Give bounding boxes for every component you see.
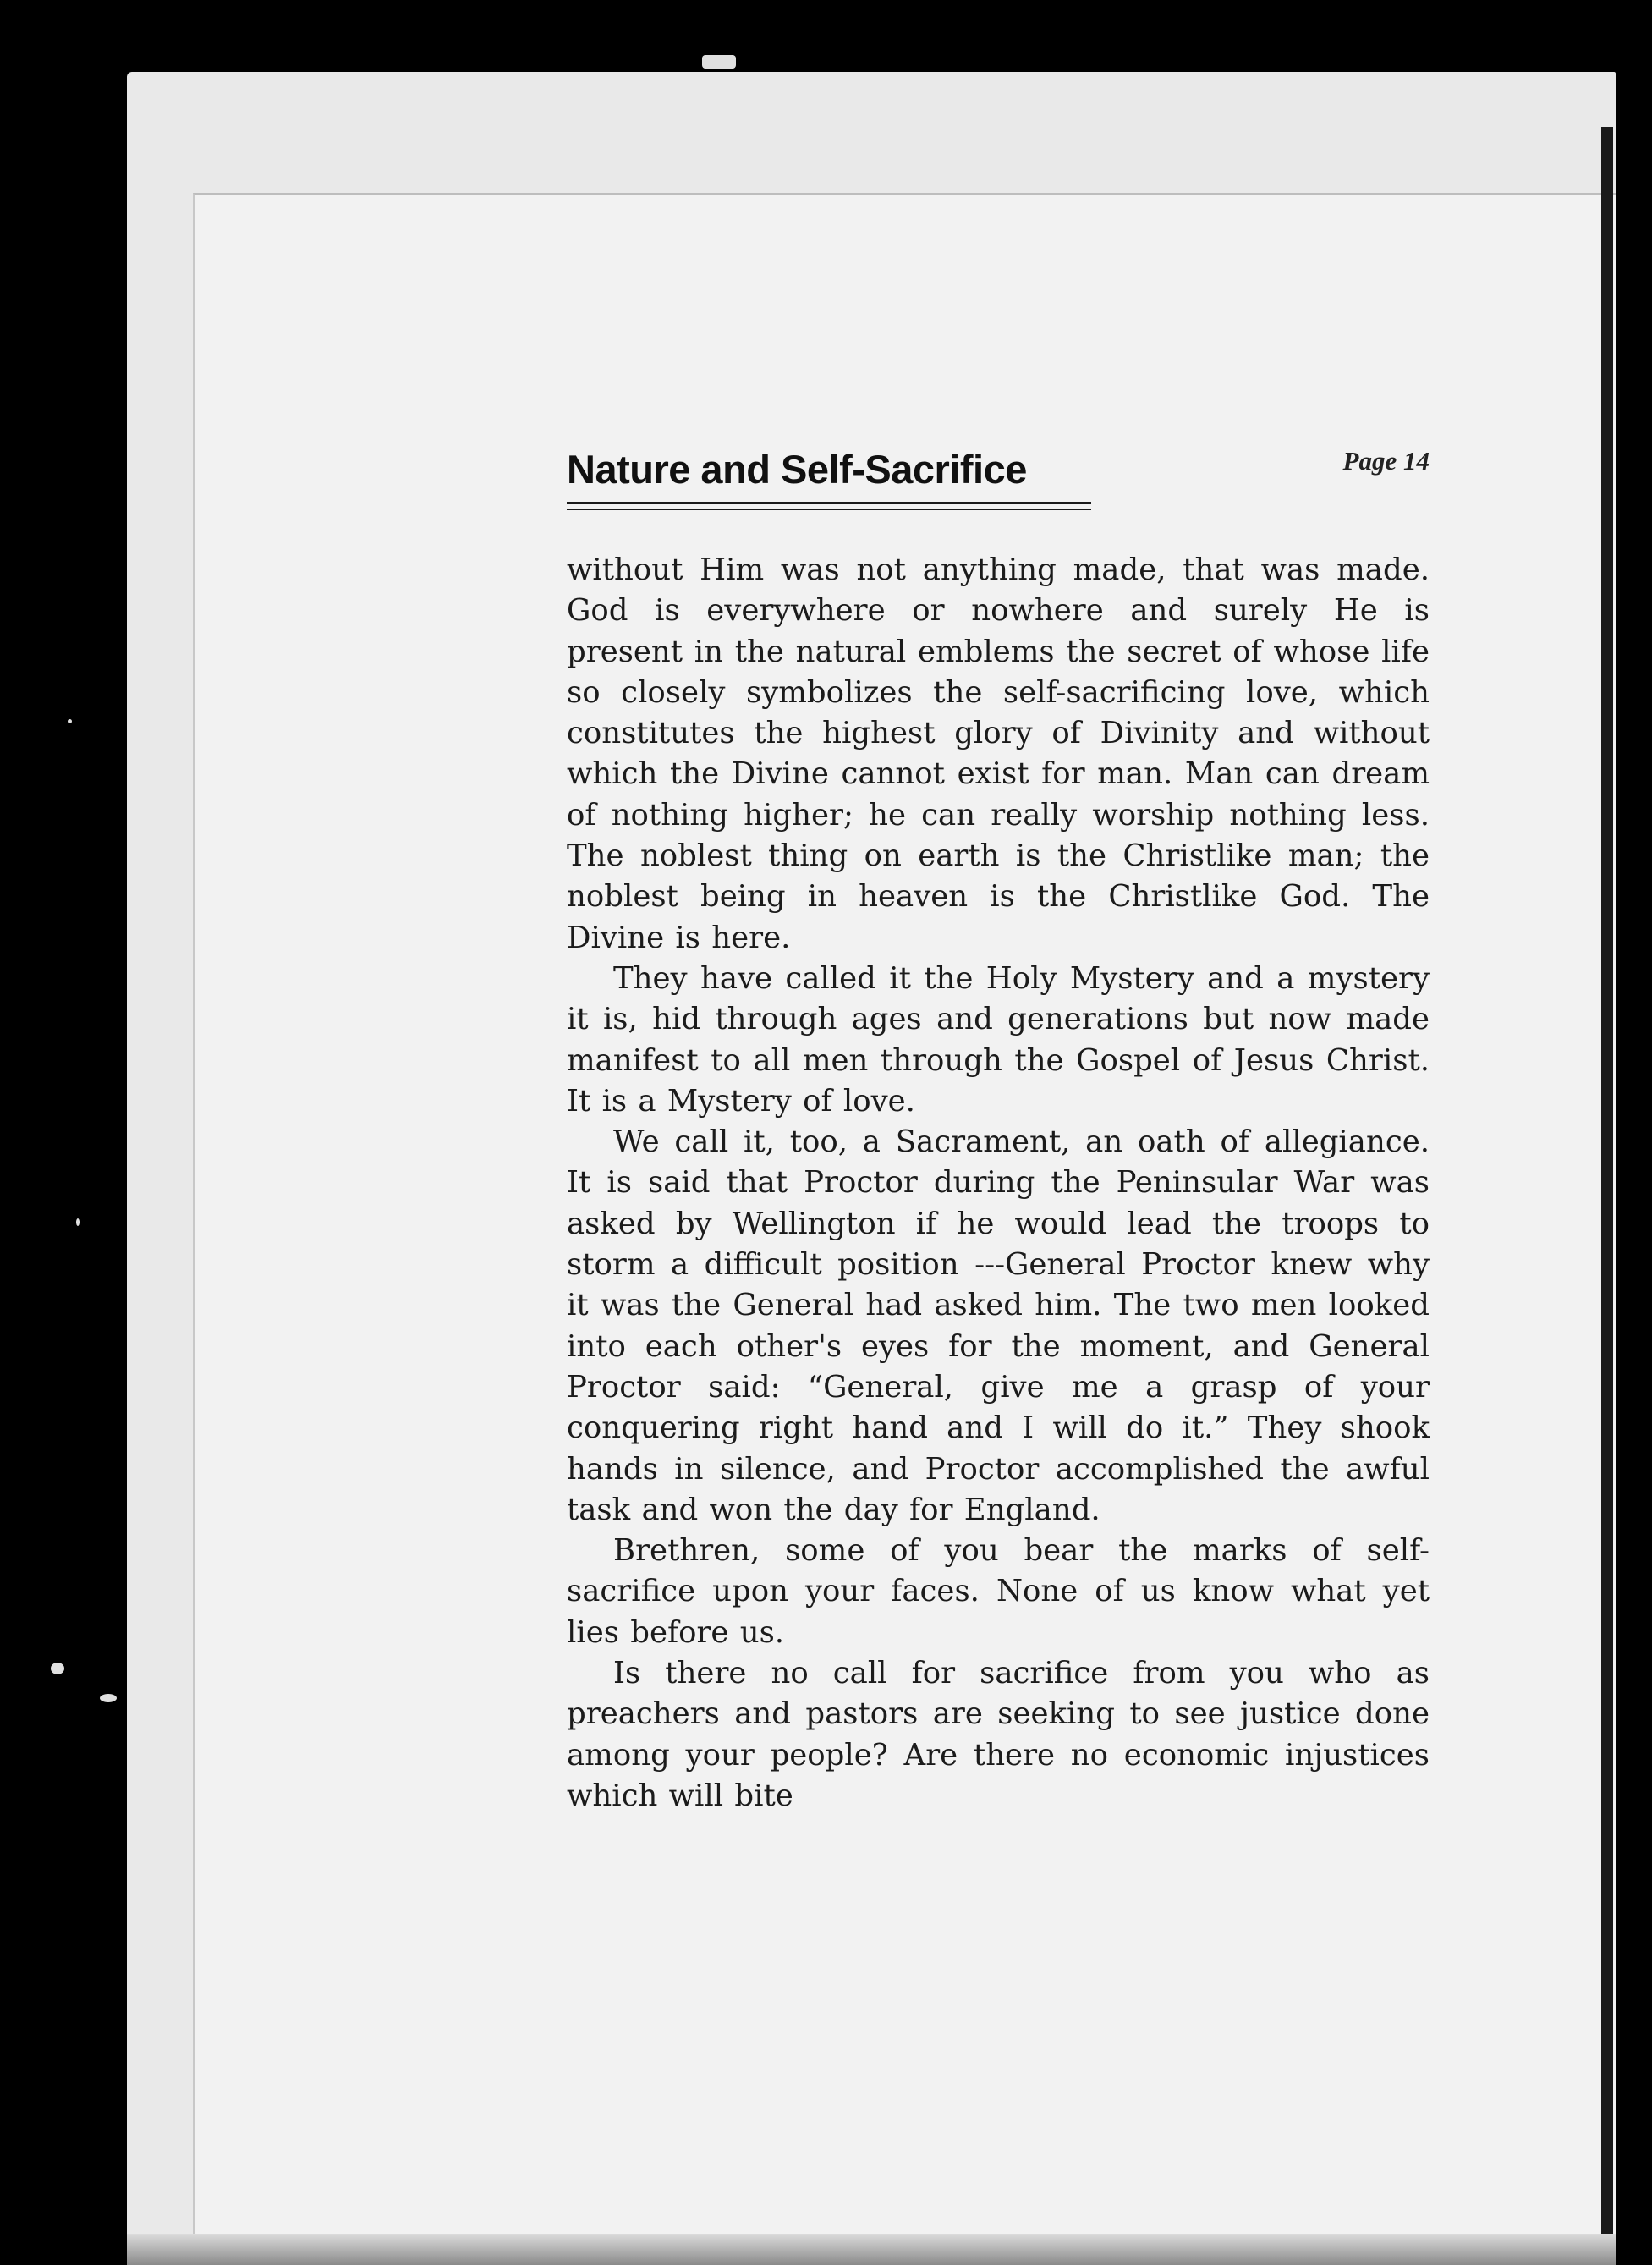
- dust-speck: [68, 719, 72, 723]
- page-title: Nature and Self-Sacrifice: [567, 447, 1027, 492]
- title-underline-secondary: [567, 509, 1091, 510]
- title-underline: [567, 502, 1091, 504]
- body-text: [567, 550, 1430, 1817]
- paragraph: They have called it the Holy Mystery and a mystery it is, hid through ages and generations but now made manifest to all men through the Gospel of Jesus Christ. It is a Mystery of love.: [567, 960, 1430, 1119]
- paragraph: without Him was not anything made, that was made. God is everywhere or nowhere and surely He is present in the natural emblems the secret of whose life so closely symbolizes the self-sacrificing love, which constitutes the highest glory of Divinity and without which the Divine cannot exist for man. Man can dream of nothing higher; he can really worship nothing less. The noblest thing on earth is the Christlike man; the noblest being in heaven is the Christlike God. The Divine is here.: [567, 553, 1430, 955]
- dust-speck: [702, 55, 736, 69]
- dust-speck: [100, 1694, 117, 1702]
- page-content: [567, 436, 1430, 1817]
- bottom-page-edge: [127, 2234, 1616, 2265]
- paragraph: We call it, too, a Sacrament, an oath of allegiance. It is said that Proctor during the Peninsular War was asked by Wellington if he would lead the troops to storm a difficult position ---General Proctor knew why it was the General had asked him. The two men looked into each other's eyes for the moment, and General Proctor said: “General, give me a grasp of your conquering right hand and I will do it.” They shook hands in silence, and Proctor accomplished the awful task and won the day for England.: [567, 1124, 1430, 1527]
- paragraph: Brethren, some of you bear the marks of self-sacrifice upon your faces. None of us know what yet lies before us.: [567, 1533, 1430, 1650]
- paragraph: Is there no call for sacrifice from you who as preachers and pastors are seeking to see justice done among your people? Are there no economic injustices which will bite: [567, 1656, 1430, 1813]
- page-number: Page 14: [1342, 446, 1430, 476]
- dust-speck: [76, 1218, 80, 1226]
- dust-speck: [51, 1663, 64, 1674]
- page-header: [567, 436, 1430, 516]
- binding-shadow: [1601, 127, 1613, 2265]
